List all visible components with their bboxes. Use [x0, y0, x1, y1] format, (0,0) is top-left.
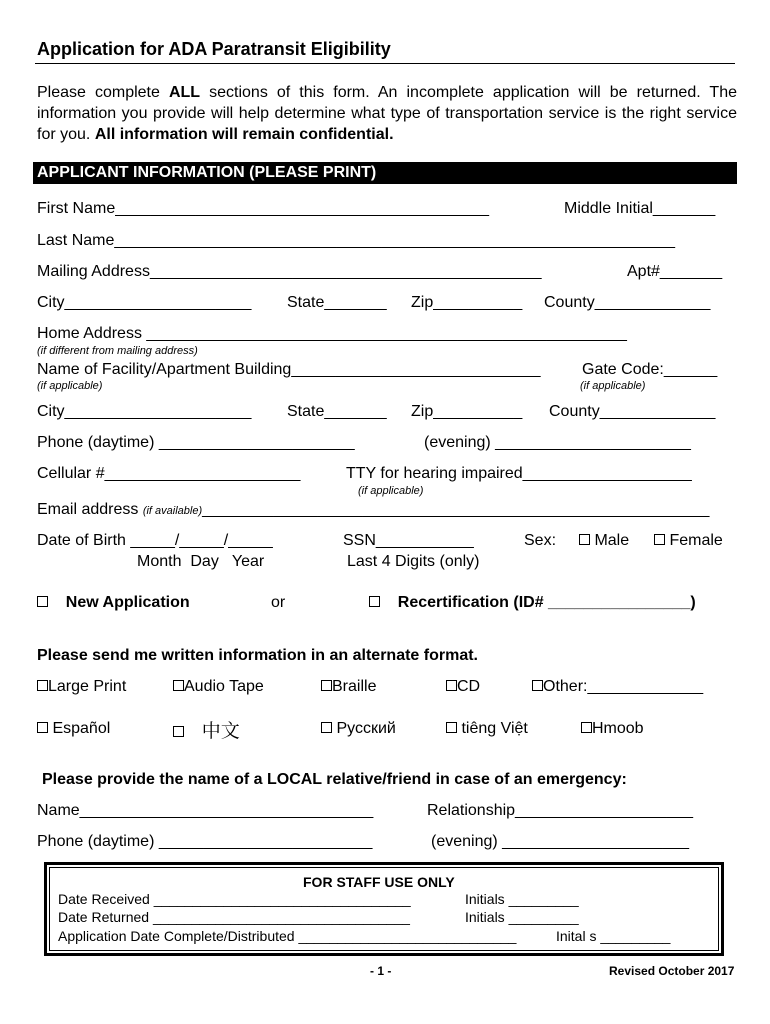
audio-tape-checkbox[interactable] [173, 680, 184, 691]
vietnamese-checkbox[interactable] [446, 722, 457, 733]
zip-field[interactable]: Zip__________ [411, 294, 523, 311]
male-option[interactable] [579, 532, 629, 550]
emergency-phone-evening-field[interactable]: (evening) _____________________ [431, 833, 690, 850]
cd-checkbox[interactable] [446, 680, 457, 691]
espanol-label: Español [52, 720, 111, 737]
county-field-2[interactable]: County_____________ [549, 403, 716, 420]
email-line: _________________________________________________________ [202, 501, 710, 518]
gate-code-note: (if applicable) [580, 380, 646, 392]
date-of-birth-field[interactable]: Date of Birth _____/_____/_____ [37, 532, 273, 549]
mailing-address-field[interactable]: Mailing Address____________________________________________ [37, 263, 542, 280]
other-checkbox[interactable] [532, 680, 543, 691]
date-of-birth-sublabel: Month Day Year [137, 553, 265, 570]
espanol-option[interactable] [37, 720, 110, 738]
emergency-heading: Please provide the name of a LOCAL relative/friend in case of an emergency: [42, 771, 627, 788]
first-name-field[interactable]: First Name__________________________________________ [37, 200, 489, 217]
female-checkbox[interactable] [654, 534, 665, 545]
email-note: (if available) [142, 505, 203, 517]
chinese-checkbox[interactable] [173, 726, 184, 737]
staff-initials-3: Inital s _________ [556, 928, 671, 944]
revision-date: Revised October 2017 [609, 964, 735, 978]
intro-confidential: All information will remain confidential. [94, 126, 394, 143]
recertification-checkbox[interactable] [369, 596, 380, 607]
female-label: Female [669, 532, 723, 549]
emergency-name-field[interactable]: Name_________________________________ [37, 802, 374, 819]
new-application-option[interactable] [37, 594, 190, 612]
recertification-label: Recertification (ID# ________________) [397, 594, 696, 611]
city-field[interactable]: City_____________________ [37, 294, 252, 311]
large-print-checkbox[interactable] [37, 680, 48, 691]
male-checkbox[interactable] [579, 534, 590, 545]
facility-note: (if applicable) [37, 380, 103, 392]
or-text: or [271, 594, 286, 611]
state-field-2[interactable]: State_______ [287, 403, 387, 420]
tty-note: (if applicable) [358, 485, 424, 497]
russian-checkbox[interactable] [321, 722, 332, 733]
braille-option[interactable] [321, 678, 376, 696]
large-print-label: Large Print [48, 678, 127, 695]
alternate-format-heading: Please send me written information in an alternate format. [37, 647, 478, 664]
vietnamese-label: tiêng Việt [461, 720, 528, 737]
intro-paragraph [37, 82, 737, 145]
title-rule [35, 63, 735, 64]
middle-initial-field[interactable]: Middle Initial_______ [564, 200, 716, 217]
county-field[interactable]: County_____________ [544, 294, 711, 311]
intro-text-1: Please complete [37, 84, 169, 101]
email-field[interactable] [37, 501, 709, 519]
gate-code-field[interactable]: Gate Code:______ [582, 361, 718, 378]
intro-text-2: sections of this form. An incomplete application will be returned. The information you provide will help determine what type of transportation service is the right service for you. [37, 84, 738, 143]
hmoob-option[interactable] [581, 720, 644, 738]
female-option[interactable] [654, 532, 723, 550]
home-address-field[interactable]: Home Address ______________________________________________________ [37, 325, 627, 342]
phone-daytime-field[interactable]: Phone (daytime) ______________________ [37, 434, 355, 451]
braille-label: Braille [332, 678, 377, 695]
new-application-checkbox[interactable] [37, 596, 48, 607]
email-label: Email address [37, 501, 143, 518]
russian-option[interactable] [321, 720, 396, 738]
hmoob-checkbox[interactable] [581, 722, 592, 733]
staff-date-returned: Date Returned _________________________________ [58, 909, 410, 925]
last-name-field[interactable]: Last Name_______________________________________________________________ [37, 232, 675, 249]
cd-option[interactable] [446, 678, 480, 696]
section-header-applicant: APPLICANT INFORMATION (PLEASE PRINT) [33, 162, 737, 184]
large-print-option[interactable] [37, 678, 126, 696]
page-number: - 1 - [370, 964, 392, 978]
home-address-note: (if different from mailing address) [37, 345, 198, 357]
other-label: Other:_____________ [543, 678, 704, 695]
braille-checkbox[interactable] [321, 680, 332, 691]
chinese-label: 中文 [201, 721, 240, 742]
zip-field-2[interactable]: Zip__________ [411, 403, 523, 420]
espanol-checkbox[interactable] [37, 722, 48, 733]
apt-field[interactable]: Apt#_______ [627, 263, 723, 280]
intro-all: ALL [168, 84, 201, 101]
tty-field[interactable]: TTY for hearing impaired___________________ [346, 465, 692, 482]
recertification-option[interactable] [369, 594, 696, 612]
page-title: Application for ADA Paratransit Eligibility [37, 39, 391, 59]
emergency-phone-daytime-field[interactable]: Phone (daytime) ________________________ [37, 833, 373, 850]
ssn-sublabel: Last 4 Digits (only) [347, 553, 480, 570]
cd-label: CD [457, 678, 481, 695]
phone-evening-field[interactable]: (evening) ______________________ [424, 434, 691, 451]
staff-date-received: Date Received _________________________________ [58, 891, 411, 907]
vietnamese-option[interactable] [446, 720, 528, 738]
emergency-relationship-field[interactable]: Relationship____________________ [427, 802, 694, 819]
audio-tape-label: Audio Tape [184, 678, 264, 695]
audio-tape-option[interactable] [173, 678, 264, 696]
russian-label: Русский [336, 720, 396, 737]
chinese-option[interactable] [173, 716, 240, 743]
staff-initials-2: Initials _________ [465, 909, 579, 925]
staff-initials-1: Initials _________ [465, 891, 579, 907]
state-field[interactable]: State_______ [287, 294, 387, 311]
cellular-field[interactable]: Cellular #______________________ [37, 465, 301, 482]
new-application-label: New Application [65, 594, 190, 611]
city-field-2[interactable]: City_____________________ [37, 403, 252, 420]
other-option[interactable] [532, 678, 703, 696]
ssn-field[interactable]: SSN___________ [343, 532, 474, 549]
facility-name-field[interactable]: Name of Facility/Apartment Building____________________________ [37, 361, 541, 378]
male-label: Male [594, 532, 630, 549]
staff-use-heading: FOR STAFF USE ONLY [303, 874, 455, 890]
sex-label: Sex: [524, 532, 557, 549]
staff-application-date: Application Date Complete/Distributed ____________________________ [58, 928, 517, 944]
hmoob-label: Hmoob [592, 720, 644, 737]
